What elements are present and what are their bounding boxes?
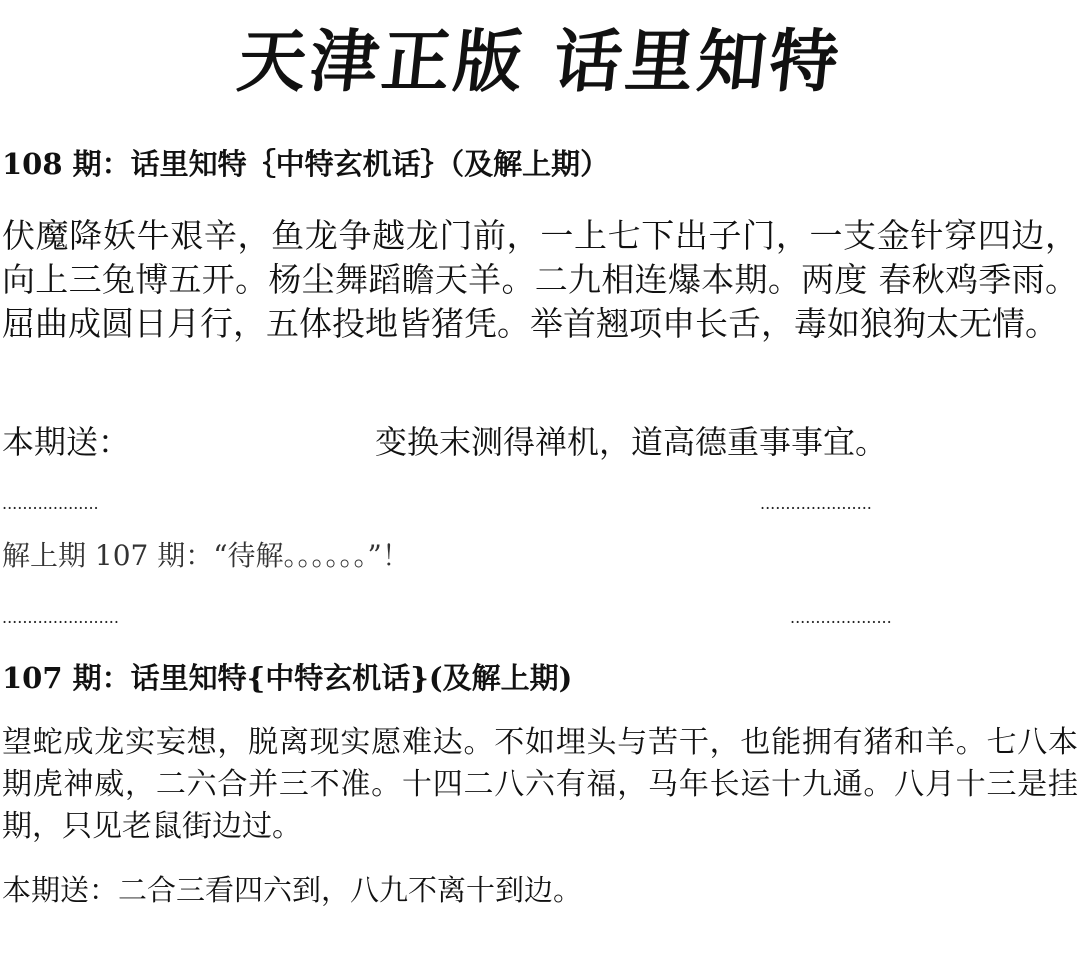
issue-107-paragraph: 望蛇成龙实妄想，脱离现实愿难达。不如埋头与苦干，也能拥有猪和羊。七八本期虎神威，二六合并三不准。十四二八六有福，马年长运十九通。八月十三是挂期，只见老鼠街边过。 bbox=[2, 725, 1078, 844]
issue-107-gift-line: 本期送：二合三看四六到，八九不离十到边。 bbox=[2, 873, 583, 907]
issue-108-heading: 108 期：话里知特｛中特玄机话｝（及解上期） bbox=[2, 147, 610, 181]
separator-dots-right-2: .................... bbox=[790, 608, 892, 627]
separator-dots-left-2: ....................... bbox=[2, 608, 119, 627]
issue-108-gift-text: 变换末测得禅机，道高德重事事宜。 bbox=[375, 423, 888, 461]
issue-108-paragraph: 伏魔降妖牛艰辛，鱼龙争越龙门前，一上七下出子门，一支金针穿四边，向上三兔博五开。杨尘舞蹈瞻天羊。二九相连爆本期。两度 春秋鸡季雨。屈曲成圆日月行，五体投地皆猪凭。举首翘项申长舌，毒如狼狗太无情。 bbox=[2, 216, 1078, 343]
separator-dots-left: ................... bbox=[2, 494, 99, 513]
previous-issue-answer: 解上期 107 期：“待解。。。。。。”！ bbox=[2, 539, 410, 572]
separator-dots-right: ...................... bbox=[760, 494, 872, 513]
main-title: 天津正版 话里知特 bbox=[233, 22, 847, 102]
issue-107-heading: 107 期：话里知特{中特玄机话}(及解上期) bbox=[2, 661, 573, 695]
issue-108-gift-label: 本期送： bbox=[2, 423, 131, 461]
